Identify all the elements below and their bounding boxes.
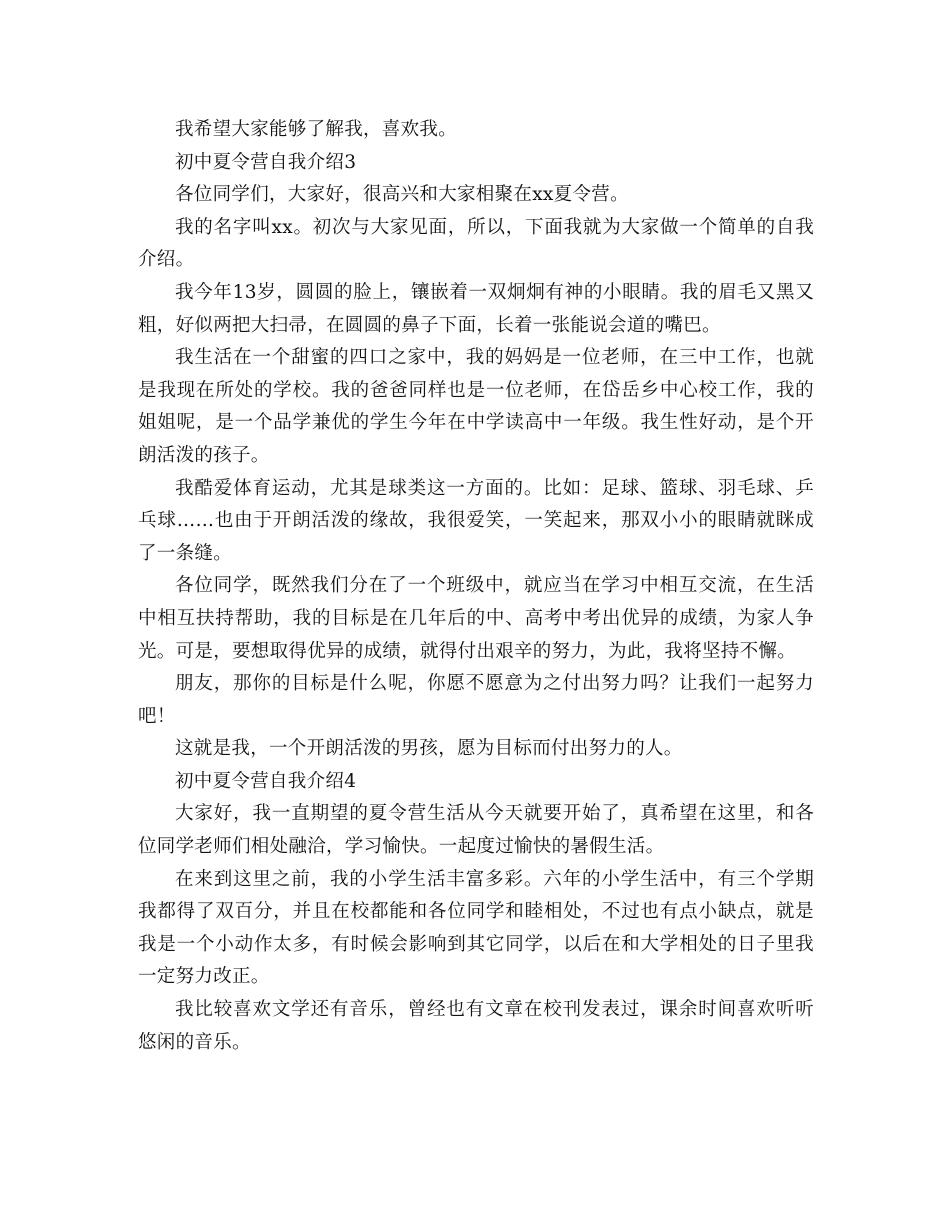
- paragraph: 我酷爱体育运动，尤其是球类这一方面的。比如：足球、篮球、羽毛球、乒乓球……也由于开朗活泼的缘故，我很爱笑，一笑起来，那双小小的眼睛就眯成了一条缝。: [138, 477, 814, 564]
- paragraph: 在来到这里之前，我的小学生活丰富多彩。六年的小学生活中，有三个学期我都得了双百分，并且在校都能和各位同学和睦相处，不过也有点小缺点，就是我是一个小动作太多，有时候会影响到其它同学，以后在和大学相处的日子里我一定努力改正。: [138, 868, 814, 988]
- paragraph: 大家好，我一直期望的夏令营生活从今天就要开始了，真希望在这里，和各位同学老师们相处融洽，学习愉快。一起度过愉快的暑假生活。: [138, 803, 814, 858]
- paragraph: 我比较喜欢文学还有音乐，曾经也有文章在校刊发表过，课余时间喜欢听听悠闲的音乐。: [138, 999, 814, 1053]
- paragraph: 各位同学们，大家好，很高兴和大家相聚在xx夏令营。: [175, 184, 629, 206]
- paragraph: 我今年13岁，圆圆的脸上，镶嵌着一双炯炯有神的小眼睛。我的眉毛又黑又粗，好似两把大扫帚，在圆圆的鼻子下面，长着一张能说会道的嘴巴。: [138, 281, 814, 336]
- section-heading-4: 初中夏令营自我介绍4: [175, 770, 357, 792]
- paragraph: 这就是我，一个开朗活泼的男孩，愿为目标而付出努力的人。: [175, 738, 683, 760]
- paragraph: 朋友，那你的目标是什么呢，你愿不愿意为之付出努力吗？让我们一起努力吧！: [138, 673, 814, 727]
- section-heading-3: 初中夏令营自我介绍3: [175, 151, 357, 173]
- paragraph: 我的名字叫xx。初次与大家见面，所以，下面我就为大家做一个简单的自我介绍。: [138, 216, 814, 271]
- paragraph: 各位同学，既然我们分在了一个班级中，就应当在学习中相互交流，在生活中相互扶持帮助，我的目标是在几年后的中、高考中考出优异的成绩，为家人争光。可是，要想取得优异的成绩，就得付出艰辛的努力，为此，我将坚持不懈。: [138, 575, 814, 662]
- document-body: [138, 114, 814, 1059]
- paragraph: 我生活在一个甜蜜的四口之家中，我的妈妈是一位老师，在三中工作，也就是我现在所处的学校。我的爸爸同样也是一位老师，在岱岳乡中心校工作，我的姐姐呢，是一个品学兼优的学生今年在中学读高中一年级。我生性好动，是个开朗活泼的孩子。: [138, 347, 814, 466]
- paragraph-closing: 我希望大家能够了解我，喜欢我。: [175, 119, 458, 140]
